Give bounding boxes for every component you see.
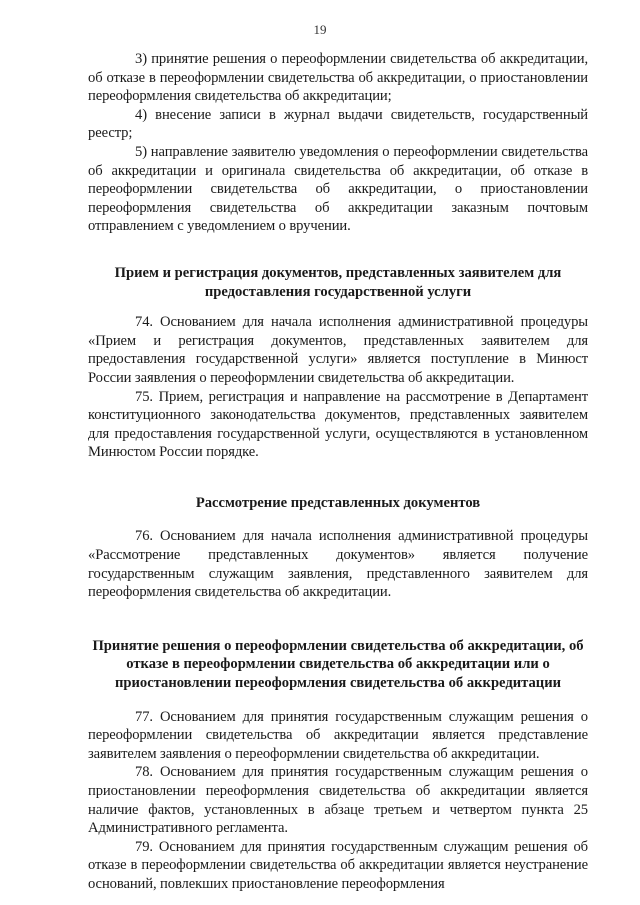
paragraph-75: 75. Прием, регистрация и направление на рассмотрение в Департамент конституционного законодательства документов, представленных заявителем для предоставления государственной услуги, осуществляются в установленном Минюстом России порядке.	[88, 388, 588, 461]
list-item: 5) направление заявителю уведомления о переоформлении свидетельства об аккредитации и оригинала свидетельства об аккредитации, об отказе в переоформлении свидетельства об аккредитации, о приостановлении переоформления свидетельства об аккредитации заказным почтовым отправлением с уведомлением о вручении.	[88, 143, 588, 235]
section-heading-review: Рассмотрение представленных документов	[195, 494, 481, 511]
paragraph-77: 77. Основанием для принятия государственным служащим решения о переоформлении свидетельства об аккредитации является представление заявителем заявления о переоформлении свидетельства об аккредитации.	[88, 708, 588, 762]
list-item: 4) внесение записи в журнал выдачи свидетельств, государственный реестр;	[88, 106, 588, 142]
section-heading-decision: Принятие решения о переоформлении свидетельства об аккредитации, об отказе в переоформлении свидетельства об аккредитации или о приостановлении переоформления свидетельства об аккредитации	[92, 637, 584, 692]
page-content	[88, 50, 588, 894]
paragraph-78: 78. Основанием для принятия государственным служащим решения о приостановлении переоформления свидетельства об аккредитации является наличие фактов, установленных в абзаце третьем и четвертом пункта 25 Административного регламента.	[88, 764, 588, 837]
paragraph-76: 76. Основанием для начала исполнения административной процедуры «Рассмотрение представленных документов» является получение государственным служащим заявления, представленного заявителем для переоформления свидетельства об аккредитации.	[88, 528, 588, 601]
paragraph-79: 79. Основанием для принятия государственным служащим решения об отказе в переоформлении свидетельства об аккредитации является неустранение оснований, повлекших приостановление переоформления	[88, 838, 588, 892]
paragraph-74: 74. Основанием для начала исполнения административной процедуры «Прием и регистрация документов, представленных заявителем для предоставления государственной услуги» является поступление в Минюст России заявления о переоформлении свидетельства об аккредитации.	[88, 314, 588, 386]
section-heading-reception: Прием и регистрация документов, представленных заявителем для предоставления государственной услуги	[114, 264, 562, 300]
page-number: 19	[313, 22, 327, 37]
intro-list	[88, 50, 588, 236]
list-item: 3) принятие решения о переоформлении свидетельства об аккредитации, об отказе в переоформлении свидетельства об аккредитации, о приостановлении переоформления свидетельства об аккредитации;	[88, 51, 588, 105]
